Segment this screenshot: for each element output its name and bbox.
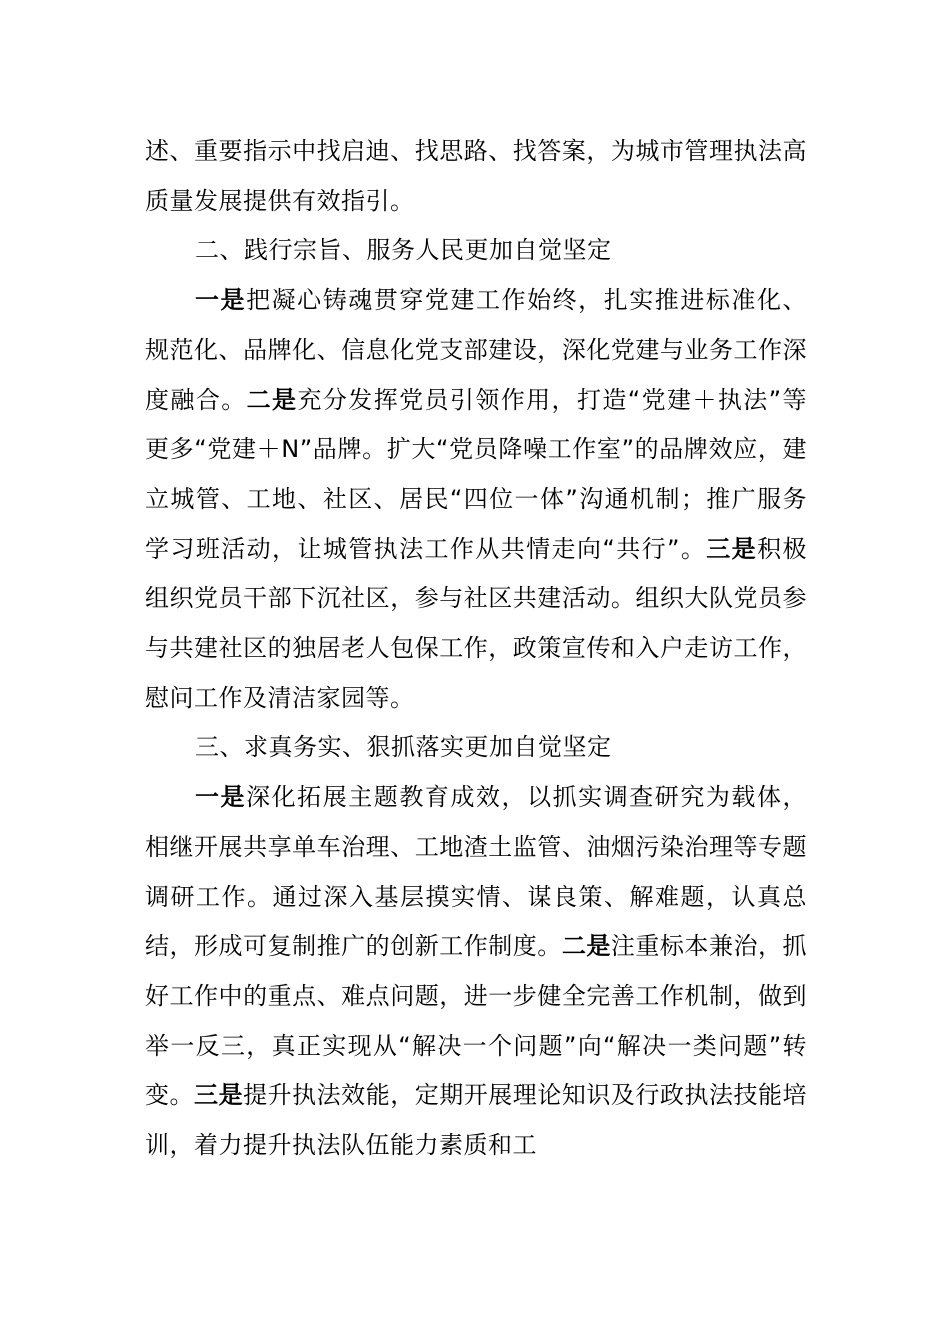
text-run: 深化拓展主题教育成效，以抓实调查研究为载体，相继开展共享单车治理、工地渣土监管、油烟污染治理等专题调研工作。通过深入基层摸实情、谋良策、解难题，认真总结，形成可复制推广的创新工作制度。 bbox=[145, 783, 808, 961]
text-run: 述、重要指示中找启迪、找思路、找答案，为城市管理执法高质量发展提供有效指引。 bbox=[145, 137, 807, 215]
paragraph-implementation bbox=[145, 773, 807, 1171]
text-run: 积极组织党员干部下沉社区，参与社区共建活动。组织大队党员参与共建社区的独居老人包保工作，政策宣传和入户走访工作，慰问工作及清洁家园等。 bbox=[145, 534, 808, 712]
bold-lead: 二是 bbox=[246, 385, 298, 414]
paragraph-party-building bbox=[145, 276, 807, 723]
text-run: 充分发挥党员引领作用，打造“党建＋执法”等更多“党建＋N”品牌。扩大“党员降噪工作室”的品牌效应，建立城管、工地、社区、居民“四位一体”沟通机制；推广服务学习班活动，让城管执法工作从共情走向“共行”。 bbox=[145, 385, 808, 563]
document-body bbox=[145, 127, 807, 1171]
section-heading-two bbox=[145, 226, 807, 276]
bold-lead: 三是 bbox=[194, 1081, 244, 1110]
paragraph-continuation bbox=[145, 127, 807, 226]
text-run: 注重标本兼治，抓好工作中的重点、难点问题，进一步健全完善工作机制，做到举一反三，真正实现从“解决一个问题”向“解决一类问题”转变。 bbox=[145, 932, 808, 1110]
heading-text: 三、求真务实、狠抓落实更加自觉坚定 bbox=[195, 733, 612, 762]
section-heading-three bbox=[145, 723, 807, 773]
bold-lead: 一是 bbox=[195, 286, 247, 315]
bold-lead: 三是 bbox=[706, 534, 758, 563]
bold-lead: 二是 bbox=[561, 932, 611, 961]
text-run: 提升执法效能，定期开展理论知识及行政执法技能培训，着力提升执法队伍能力素质和工 bbox=[145, 1081, 808, 1160]
bold-lead: 一是 bbox=[195, 783, 247, 812]
heading-text: 二、践行宗旨、服务人民更加自觉坚定 bbox=[195, 236, 612, 265]
text-run: 把凝心铸魂贯穿党建工作始终，扎实推进标准化、规范化、品牌化、信息化党支部建设，深化党建与业务工作深度融合。 bbox=[145, 286, 808, 414]
